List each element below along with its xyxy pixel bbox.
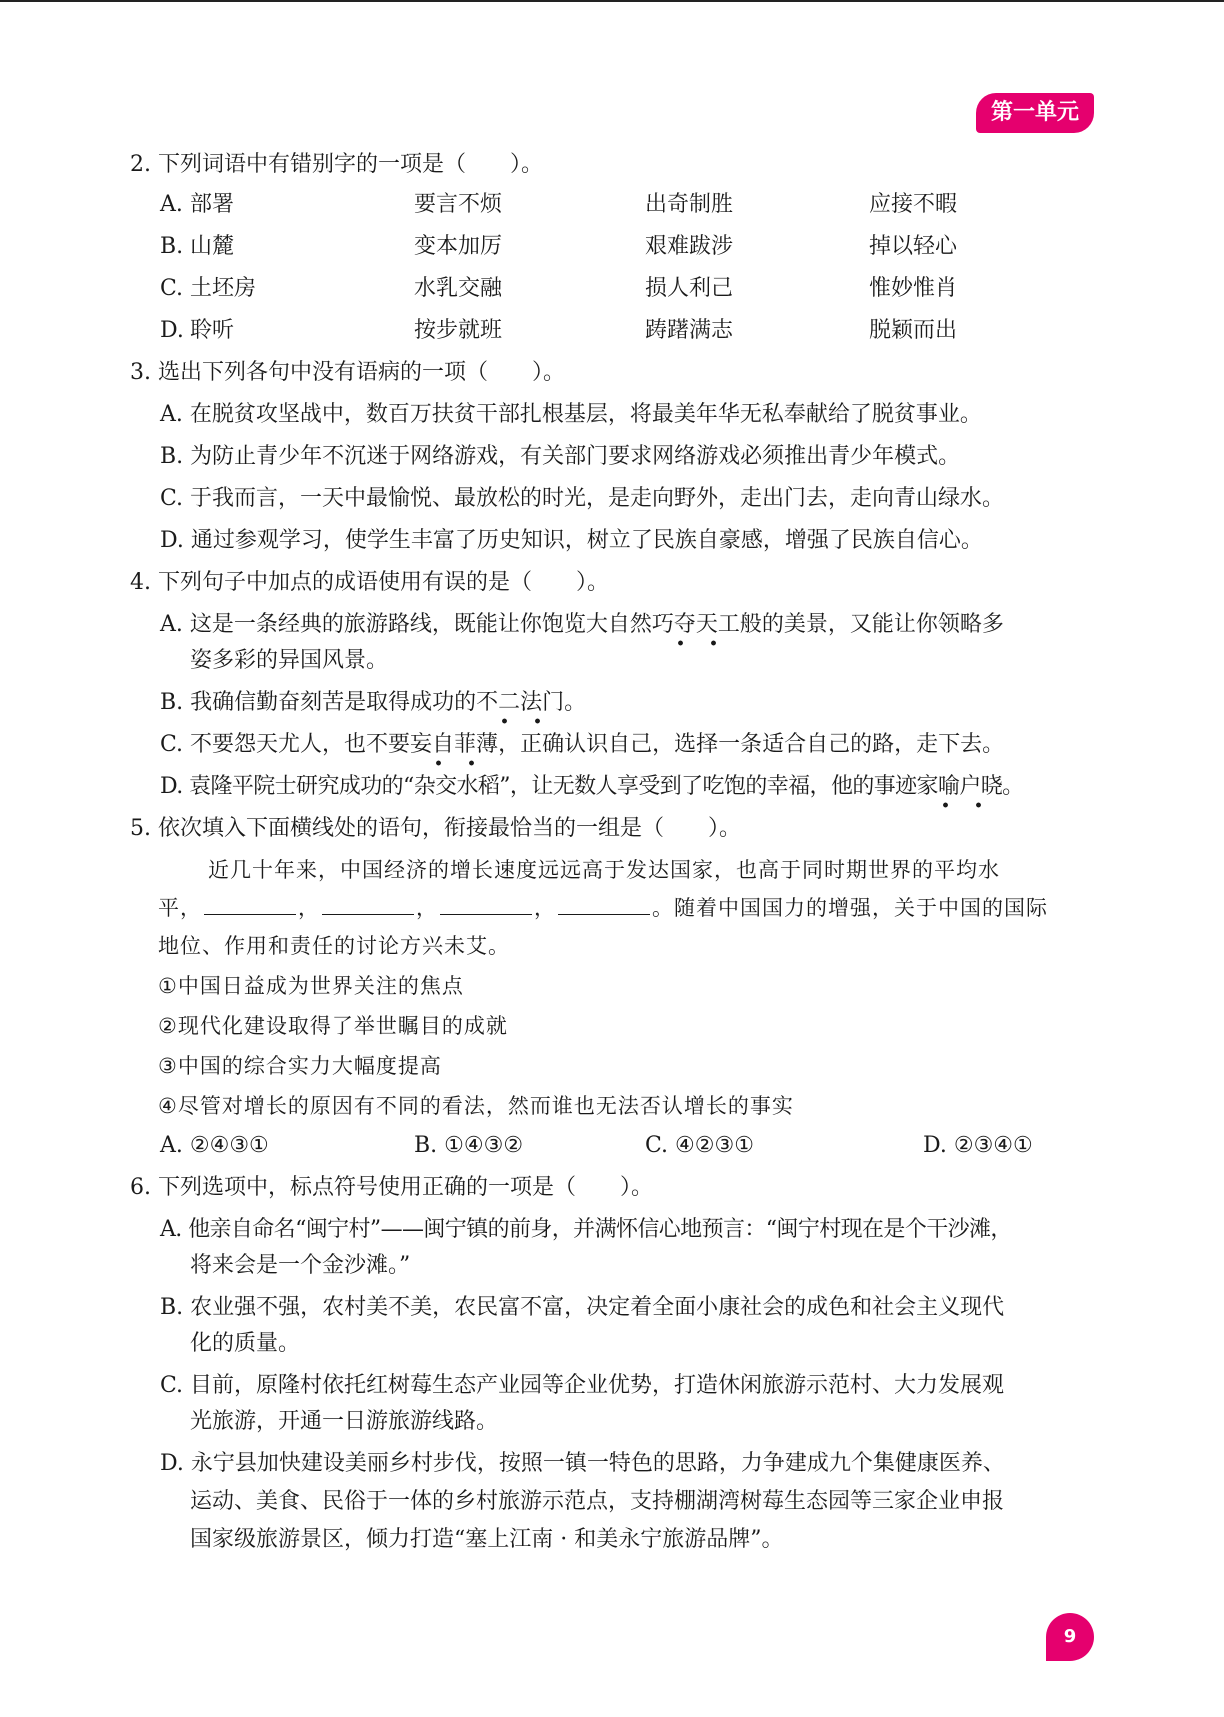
top-rule (0, 0, 1224, 2)
q5-item-4: ④尽管对增长的原因有不同的看法，然而谁也无法否认增长的事实 (158, 1094, 794, 1118)
q4-b-dotted-idiom: 不二法门 (476, 690, 564, 725)
q3-option-a: A. 在脱贫攻坚战中，数百万扶贫干部扎根基层，将最美年华无私奉献给了脱贫事业。 (160, 402, 982, 427)
q5-passage-line3: 地位、作用和责任的讨论方兴未艾。 (158, 934, 510, 958)
q2-option-b-word1: 山麓 (190, 234, 235, 259)
q2-option-a-word1: 部署 (190, 192, 235, 217)
q5-choice-d: D. ②③④① (923, 1133, 1033, 1158)
q6-option-a-line1: A. 他亲自命名“闽宁村”——闽宁镇的前身，并满怀信心地预言：“闽宁村现在是个干沙滩， (160, 1217, 1012, 1242)
q2-option-c-word4: 惟妙惟肖 (869, 276, 958, 301)
q4-d-post: 。 (1002, 774, 1024, 799)
q4-option-d (160, 772, 1024, 802)
q4-d-pre: D. 袁隆平院士研究成功的“杂交水稻”，让无数人享受到了吃饱的幸福，他的事迹 (160, 774, 917, 799)
q2-option-c-letter: C. (160, 276, 184, 301)
q2-option-a-word4: 应接不暇 (869, 192, 958, 217)
q6-option-b-line2: 化的质量。 (190, 1331, 301, 1356)
q6-stem: 6. 下列选项中，标点符号使用正确的一项是（ ）。 (130, 1175, 653, 1200)
q4-option-a-cont: 姿多彩的异国风景。 (190, 648, 389, 673)
q2-option-b-word2: 变本加厉 (414, 234, 503, 259)
q3-stem: 3. 选出下列各句中没有语病的一项（ ）。 (130, 360, 565, 385)
q2-option-d-word2: 按步就班 (414, 318, 503, 343)
q2-option-d-word4: 脱颖而出 (869, 318, 958, 343)
q5-choice-c: C. ④②③① (645, 1133, 754, 1158)
q5-sep-3: ， (534, 896, 556, 920)
q5-stem: 5. 依次填入下面横线处的语句，衔接最恰当的一组是（ ）。 (130, 816, 741, 841)
q6-option-b-line1: B. 农业强不强，农村美不美，农民富不富，决定着全面小康社会的成色和社会主义现代 (160, 1295, 1005, 1320)
q4-c-post: ，正确认识自己，选择一条适合自己的路，走下去。 (498, 732, 1005, 757)
q2-stem: 2. 下列词语中有错别字的一项是（ ）。 (130, 152, 543, 177)
page-number: 9 (1063, 1626, 1077, 1647)
q2-option-c-word2: 水乳交融 (414, 276, 503, 301)
q4-option-a (160, 610, 1004, 640)
fill-blank-3[interactable] (440, 894, 532, 915)
q3-option-d: D. 通过参观学习，使学生丰富了历史知识，树立了民族自豪感，增强了民族自信心。 (160, 528, 983, 553)
q6-option-d-line3: 国家级旅游景区，倾力打造“塞上江南 · 和美永宁旅游品牌”。 (190, 1527, 784, 1552)
q4-a-dotted-idiom: 巧夺天工 (652, 612, 740, 647)
q5-passage-start: 平， (158, 896, 202, 920)
q2-option-d-word3: 踌躇满志 (645, 318, 734, 343)
q4-c-pre: C. 不要怨天尤人，也不要 (160, 732, 411, 757)
q2-option-d-letter: D. (160, 318, 184, 343)
q5-sep-1: ， (298, 896, 320, 920)
page-number-badge (1046, 1613, 1094, 1661)
unit-badge: 第一单元 (976, 93, 1094, 133)
q3-option-b: B. 为防止青少年不沉迷于网络游戏，有关部门要求网络游戏必须推出青少年模式。 (160, 444, 961, 469)
q2-option-c-word3: 损人利己 (645, 276, 734, 301)
q2-option-b-letter: B. (160, 234, 184, 259)
q2-option-b-word3: 艰难跋涉 (645, 234, 734, 259)
q5-passage-line2 (158, 893, 1048, 923)
q5-choice-b: B. ①④③② (414, 1133, 524, 1158)
q2-option-b-word4: 掉以轻心 (869, 234, 958, 259)
q5-item-1: ①中国日益成为世界关注的焦点 (158, 974, 464, 998)
q2-option-d-word1: 聆听 (190, 318, 235, 343)
q6-option-c-line1: C. 目前，原隆村依托红树莓生态产业园等企业优势，打造休闲旅游示范村、大力发展观 (160, 1373, 1005, 1398)
q5-choice-a: A. ②④③① (160, 1133, 269, 1158)
q5-item-2: ②现代化建设取得了举世瞩目的成就 (158, 1014, 508, 1038)
q4-b-pre: B. 我确信勤奋刻苦是取得成功的 (160, 690, 477, 715)
fill-blank-2[interactable] (322, 894, 414, 915)
q2-option-a-word2: 要言不烦 (414, 192, 503, 217)
q6-option-c-line2: 光旅游，开通一日游旅游线路。 (190, 1409, 499, 1434)
q5-sep-2: ， (416, 896, 438, 920)
q2-option-c-word1: 土坯房 (190, 276, 257, 301)
fill-blank-1[interactable] (204, 894, 296, 915)
q4-a-pre: A. 这是一条经典的旅游路线，既能让你饱览大自然 (160, 612, 652, 637)
q4-option-b (160, 688, 586, 718)
q4-c-dotted-idiom: 妄自菲薄 (410, 732, 498, 767)
q5-passage-end: 。随着中国国力的增强，关于中国的国际 (652, 896, 1048, 920)
q2-option-a-letter: A. (160, 192, 183, 217)
q4-a-post: 般的美景，又能让你领略多 (739, 612, 1004, 637)
q5-passage-line1: 近几十年来，中国经济的增长速度远远高于发达国家，也高于同时期世界的平均水 (208, 858, 1000, 882)
q4-option-c (160, 730, 1004, 760)
q4-stem: 4. 下列句子中加点的成语使用有误的是（ ）。 (130, 570, 609, 595)
q3-option-c: C. 于我而言，一天中最愉悦、最放松的时光，是走向野外，走出门去，走向青山绿水。 (160, 486, 1005, 511)
q6-option-d-line1: D. 永宁县加快建设美丽乡村步伐，按照一镇一特色的思路，力争建成九个集健康医养、 (160, 1451, 1005, 1476)
fill-blank-4[interactable] (558, 894, 650, 915)
q5-item-3: ③中国的综合实力大幅度提高 (158, 1054, 442, 1078)
q6-option-a-line2: 将来会是一个金沙滩。” (190, 1253, 411, 1278)
q6-option-d-line2: 运动、美食、民俗于一体的乡村旅游示范点，支持棚湖湾树莓生态园等三家企业申报 (190, 1489, 1005, 1514)
q2-option-a-word3: 出奇制胜 (645, 192, 734, 217)
q4-d-dotted-idiom: 家喻户晓 (917, 774, 1003, 809)
q4-b-post: 。 (564, 690, 587, 715)
